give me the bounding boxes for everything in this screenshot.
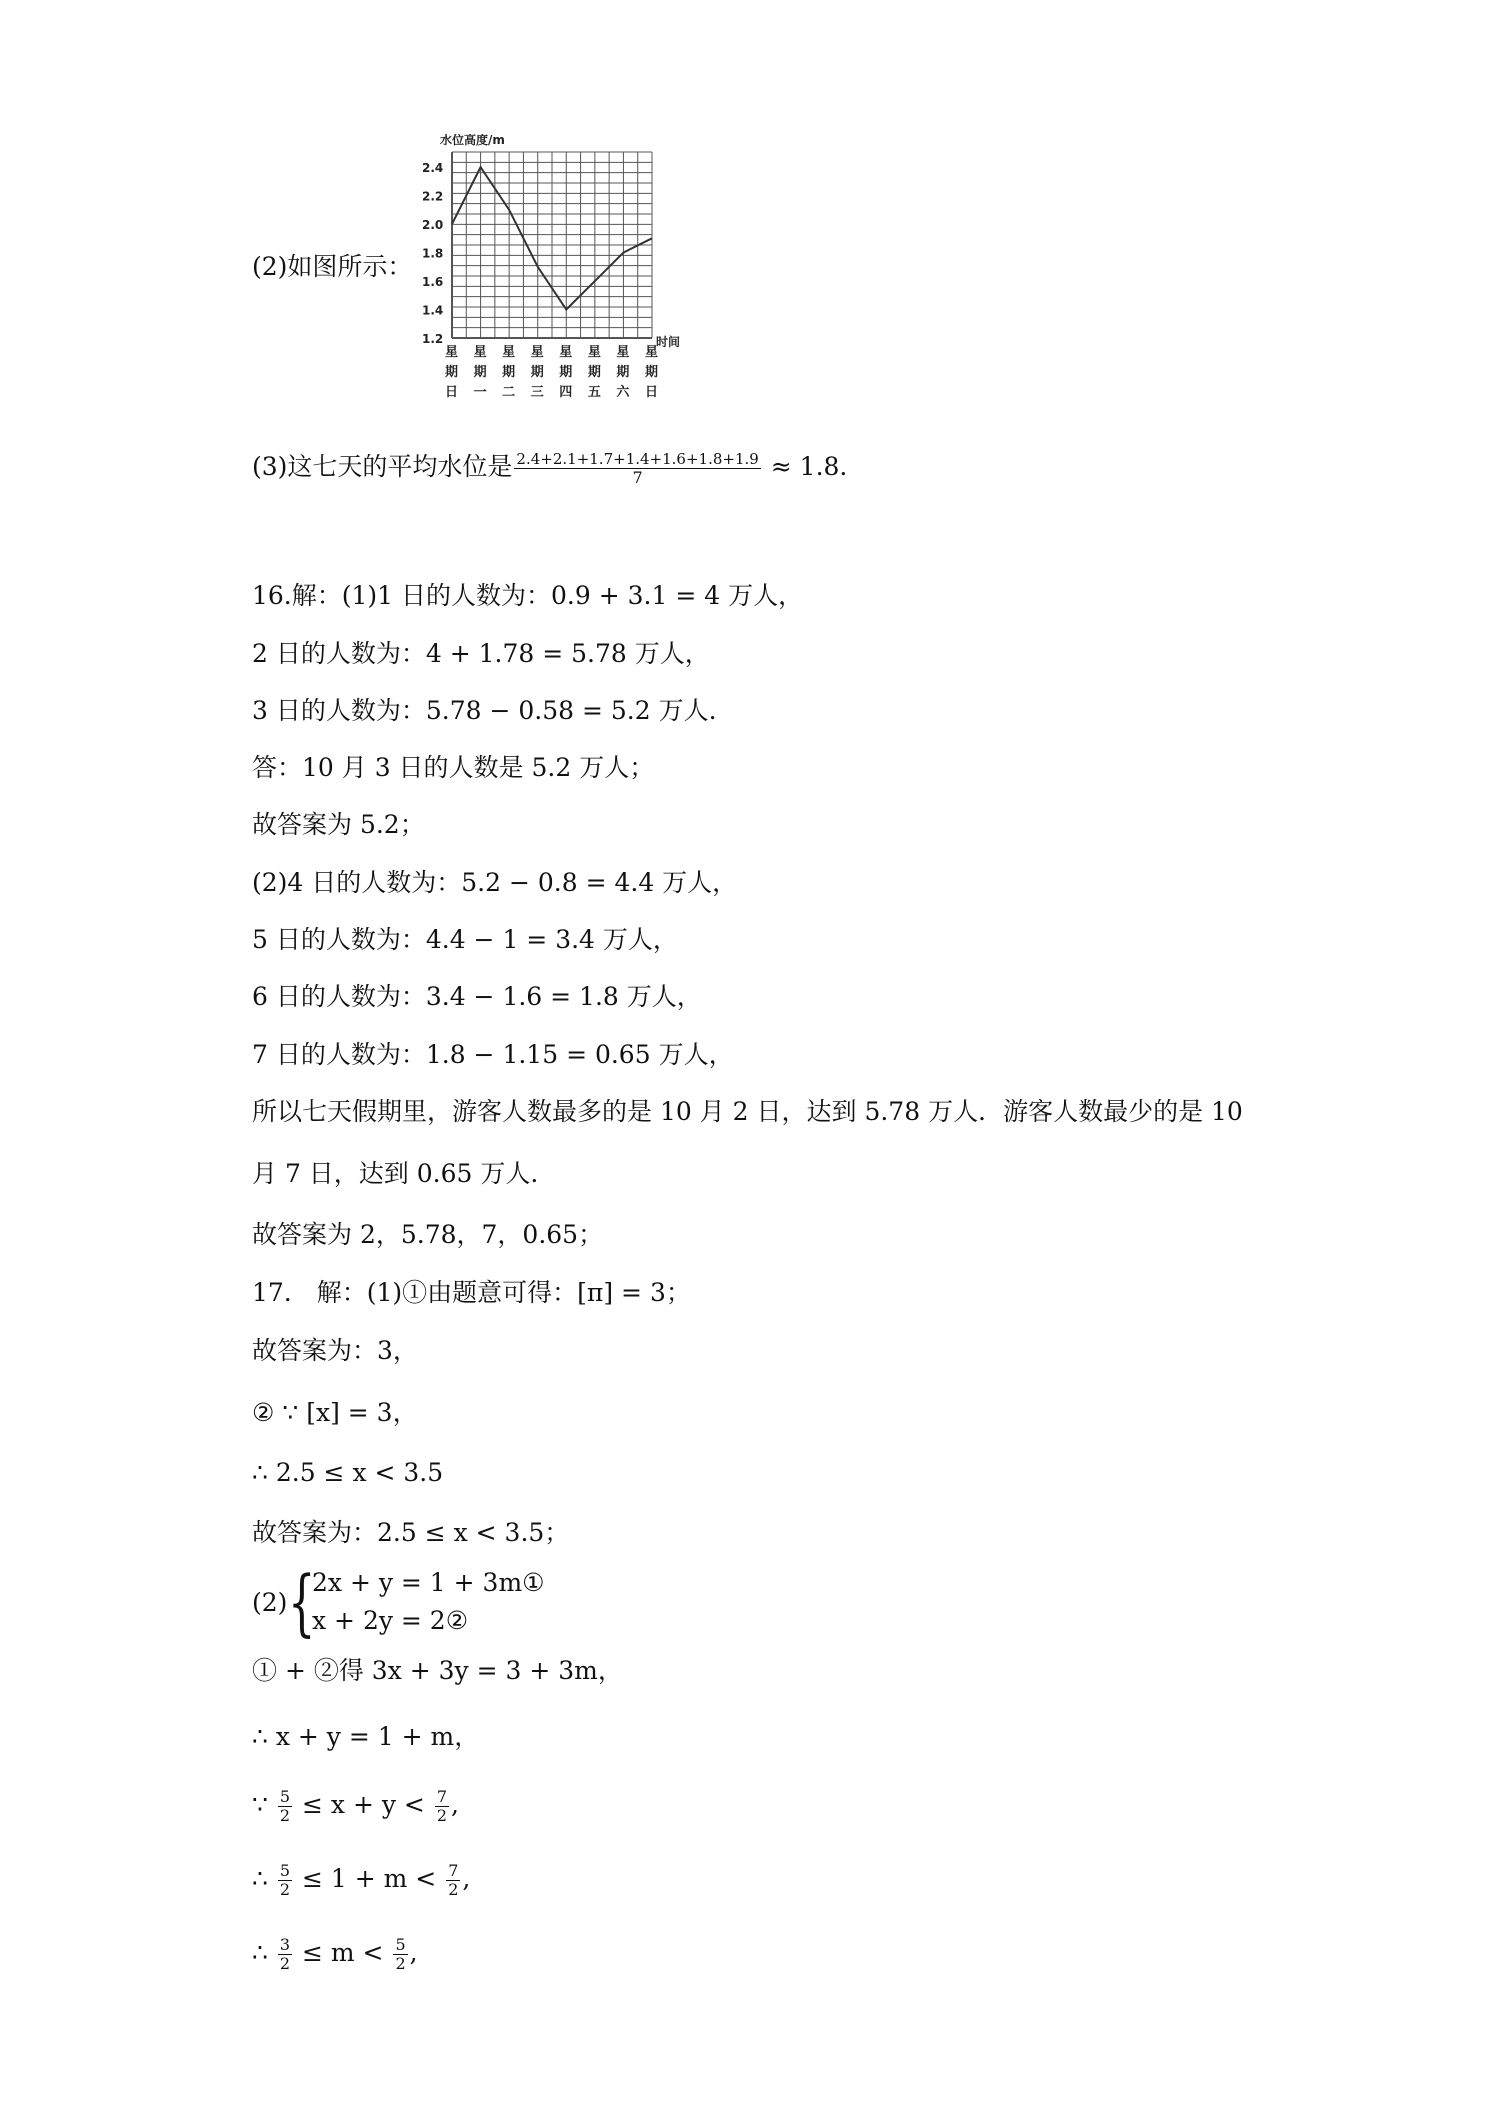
- y-tick-label: 2.4: [422, 161, 444, 176]
- x-tick-label: 六: [616, 385, 630, 400]
- x-tick-label: 二: [502, 385, 516, 400]
- q16-line-6: (2)4 日的人数为：5.2 − 0.8 = 4.4 万人，: [252, 868, 738, 897]
- x-tick-label: 日: [445, 385, 459, 400]
- ineq-middle: ≤ m <: [302, 1938, 384, 1967]
- q16-line-8: 6 日的人数为：3.4 − 1.6 = 1.8 万人，: [252, 982, 702, 1011]
- x-tick-label: 期: [645, 365, 659, 380]
- x-tick-label: 期: [530, 365, 544, 380]
- q16-line-4: 答：10 月 3 日的人数是 5.2 万人；: [252, 753, 655, 782]
- because-symbol: ∵: [252, 1790, 268, 1819]
- chart-xlabel: 时间: [656, 335, 681, 349]
- q16-line-10: 所以七天假期里，游客人数最多的是 10 月 2 日，达到 5.78 万人．游客人数最少的是 10: [252, 1097, 1243, 1126]
- fraction-3-2: [278, 1936, 292, 1973]
- y-tick-label: 1.8: [422, 246, 444, 261]
- x-tick-label: 星: [473, 345, 487, 360]
- y-tick-label: 1.6: [422, 275, 444, 290]
- frac-den: 2: [448, 1880, 459, 1899]
- x-tick-label: 期: [473, 365, 487, 380]
- q16-line-7: 5 日的人数为：4.4 − 1 = 3.4 万人，: [252, 925, 678, 954]
- x-tick-label: 期: [616, 365, 630, 380]
- average-result: ≈ 1.8.: [762, 452, 848, 481]
- y-tick-label: 1.2: [422, 332, 444, 346]
- x-tick-label: 五: [587, 385, 601, 400]
- q16-line-5: 故答案为 5.2；: [252, 810, 425, 839]
- q17-ineq-1: [252, 1788, 459, 1825]
- frac-den: 2: [279, 1954, 291, 1973]
- x-tick-label: 星: [616, 345, 630, 360]
- water-level-chart: [420, 134, 700, 414]
- frac-den: 2: [279, 1880, 291, 1899]
- average-fraction: [514, 450, 760, 487]
- chart-ylabel: 水位高度/m: [440, 134, 505, 147]
- q16-line-3: 3 日的人数为：5.78 − 0.58 = 5.2 万人.: [252, 696, 717, 725]
- average-denominator: 7: [632, 468, 643, 487]
- therefore-symbol: ∴: [252, 1864, 268, 1893]
- q17-line-2: 故答案为：3，: [252, 1336, 418, 1365]
- x-tick-label: 星: [559, 345, 573, 360]
- q15-part3: [252, 450, 847, 487]
- chart-xticks: [445, 345, 658, 400]
- system-eq2: x + 2y = 2②: [312, 1606, 469, 1635]
- y-tick-label: 2.2: [422, 189, 444, 204]
- frac-den: 2: [395, 1954, 406, 1973]
- x-tick-label: 星: [587, 345, 601, 360]
- frac-num: 7: [448, 1861, 459, 1880]
- frac-num: 5: [279, 1861, 291, 1880]
- x-tick-label: 三: [530, 385, 544, 400]
- q15-part3-prefix: (3)这七天的平均水位是: [252, 452, 513, 481]
- frac-num: 5: [279, 1787, 291, 1806]
- y-tick-label: 2.0: [422, 218, 444, 233]
- system-brace: {: [288, 1560, 316, 1644]
- q17-ineq-2: [252, 1862, 470, 1899]
- y-tick-label: 1.4: [422, 303, 444, 318]
- system-prefix: (2): [252, 1588, 288, 1617]
- ineq-middle: ≤ 1 + m <: [302, 1864, 437, 1893]
- q17-line-3: ② ∵ [x] = 3，: [252, 1398, 418, 1427]
- x-tick-label: 星: [645, 345, 659, 360]
- q17-line-6: ① + ②得 3x + 3y = 3 + 3m，: [252, 1656, 623, 1685]
- fraction-7-2: [435, 1788, 449, 1825]
- x-tick-label: 期: [502, 365, 516, 380]
- chart-grid: [452, 152, 652, 338]
- system-eq1: 2x + y = 1 + 3m①: [312, 1568, 545, 1597]
- therefore-symbol: ∴: [252, 1938, 268, 1967]
- x-tick-label: 期: [587, 365, 601, 380]
- q16-line-1: 16.解：(1)1 日的人数为：0.9 + 3.1 = 4 万人，: [252, 581, 804, 610]
- x-tick-label: 期: [559, 365, 573, 380]
- x-tick-label: 星: [502, 345, 516, 360]
- q16-line-12: 故答案为 2，5.78，7，0.65；: [252, 1220, 604, 1249]
- q16-line-2: 2 日的人数为：4 + 1.78 = 5.78 万人，: [252, 639, 710, 668]
- ineq-comma: ,: [451, 1790, 459, 1819]
- frac-den: 2: [279, 1806, 291, 1825]
- ineq-comma: ,: [462, 1864, 471, 1893]
- q17-line-4: ∴ 2.5 ≤ x < 3.5: [252, 1458, 444, 1487]
- q16-line-9: 7 日的人数为：1.8 − 1.15 = 0.65 万人，: [252, 1040, 734, 1069]
- q17-ineq-3: [252, 1936, 418, 1973]
- x-tick-label: 星: [445, 345, 459, 360]
- x-tick-label: 四: [559, 385, 573, 400]
- q15-part2-label: (2)如图所示：: [252, 252, 413, 281]
- frac-den: 2: [436, 1806, 447, 1825]
- q17-line-5: 故答案为：2.5 ≤ x < 3.5；: [252, 1518, 570, 1547]
- frac-num: 3: [279, 1935, 291, 1954]
- fraction-5-2: [278, 1862, 292, 1899]
- q17-line-1: 17. 解：(1)①由题意可得：[π] = 3；: [252, 1278, 691, 1307]
- frac-num: 7: [436, 1787, 447, 1806]
- chart-yticks: [422, 161, 443, 346]
- x-tick-label: 星: [530, 345, 544, 360]
- fraction-5-2: [393, 1936, 407, 1973]
- ineq-middle: ≤ x + y <: [302, 1790, 425, 1819]
- q17-line-7: ∴ x + y = 1 + m，: [252, 1722, 480, 1751]
- fraction-5-2: [278, 1788, 292, 1825]
- x-tick-label: 一: [473, 385, 487, 400]
- frac-num: 5: [395, 1935, 406, 1954]
- x-tick-label: 日: [645, 385, 659, 400]
- fraction-7-2: [446, 1862, 460, 1899]
- q16-line-11: 月 7 日，达到 0.65 万人.: [252, 1159, 539, 1188]
- average-numerator: 2.4+2.1+1.7+1.4+1.6+1.8+1.9: [516, 450, 759, 468]
- x-tick-label: 期: [445, 365, 459, 380]
- ineq-comma: ,: [409, 1938, 418, 1967]
